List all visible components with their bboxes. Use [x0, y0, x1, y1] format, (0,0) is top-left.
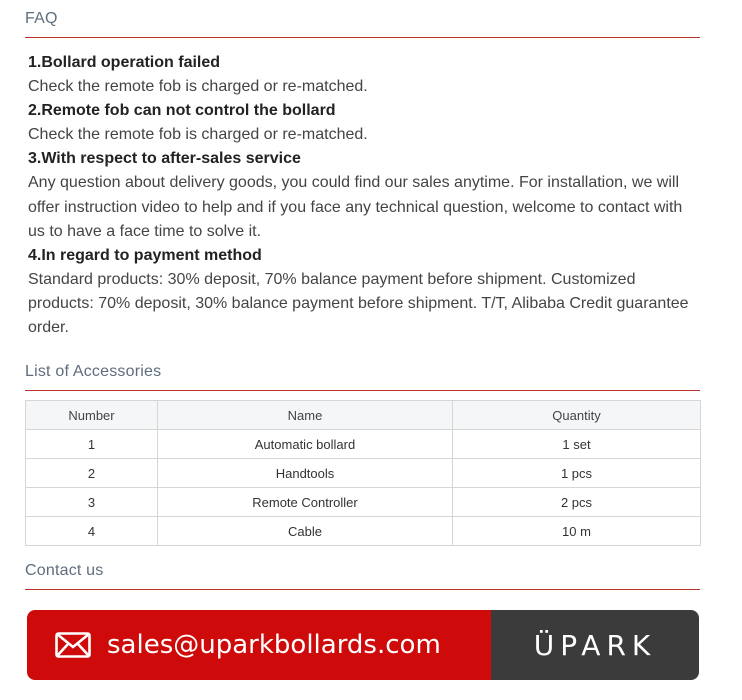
cell-name: Cable [158, 517, 453, 546]
faq-answer-4: Standard products: 30% deposit, 70% balance payment before shipment. Customized products: 70% deposit, 30% balance payment before shipment. T/T, Alibaba Credit guarantee order. [28, 271, 689, 337]
contact-email-link[interactable]: sales@uparkbollards.com [107, 630, 441, 660]
contact-divider [25, 589, 700, 590]
contact-heading: Contact us [25, 562, 104, 579]
table-header-row [26, 401, 701, 430]
accessories-table [25, 400, 701, 546]
cell-quantity: 2 pcs [453, 488, 701, 517]
cell-number: 4 [26, 517, 158, 546]
cell-quantity: 1 pcs [453, 459, 701, 488]
table-row [26, 488, 701, 517]
faq-divider [25, 37, 700, 38]
faq-heading: FAQ [25, 10, 58, 27]
table-row [26, 430, 701, 459]
cell-number: 2 [26, 459, 158, 488]
envelope-icon [55, 632, 91, 658]
upark-logo: ÜPARK [533, 628, 657, 662]
email-block[interactable] [27, 610, 491, 680]
cell-quantity: 1 set [453, 430, 701, 459]
contact-banner [27, 610, 699, 680]
cell-name: Automatic bollard [158, 430, 453, 459]
column-header-number: Number [26, 401, 158, 430]
table-row [26, 517, 701, 546]
column-header-quantity: Quantity [453, 401, 701, 430]
faq-answer-3: Any question about delivery goods, you could find our sales anytime. For installation, we will offer instruction video to help and if you face any technical question, welcome to contact with us to have a face time to solve it. [28, 174, 683, 240]
faq-answer-1: Check the remote fob is charged or re-matched. [28, 78, 368, 95]
faq-question-1: 1.Bollard operation failed [28, 54, 221, 71]
brand-block [491, 610, 699, 680]
cell-name: Remote Controller [158, 488, 453, 517]
accessories-divider [25, 390, 700, 391]
cell-number: 1 [26, 430, 158, 459]
accessories-heading: List of Accessories [25, 363, 162, 380]
faq-question-2: 2.Remote fob can not control the bollard [28, 102, 336, 120]
table-row [26, 459, 701, 488]
cell-name: Handtools [158, 459, 453, 488]
column-header-name: Name [158, 401, 453, 430]
faq-question-3: 3.With respect to after-sales service [28, 150, 301, 168]
faq-list [28, 51, 698, 341]
cell-number: 3 [26, 488, 158, 517]
faq-question-4: 4.In regard to payment method [28, 247, 262, 265]
cell-quantity: 10 m [453, 517, 701, 546]
faq-answer-2: Check the remote fob is charged or re-matched. [28, 126, 368, 144]
